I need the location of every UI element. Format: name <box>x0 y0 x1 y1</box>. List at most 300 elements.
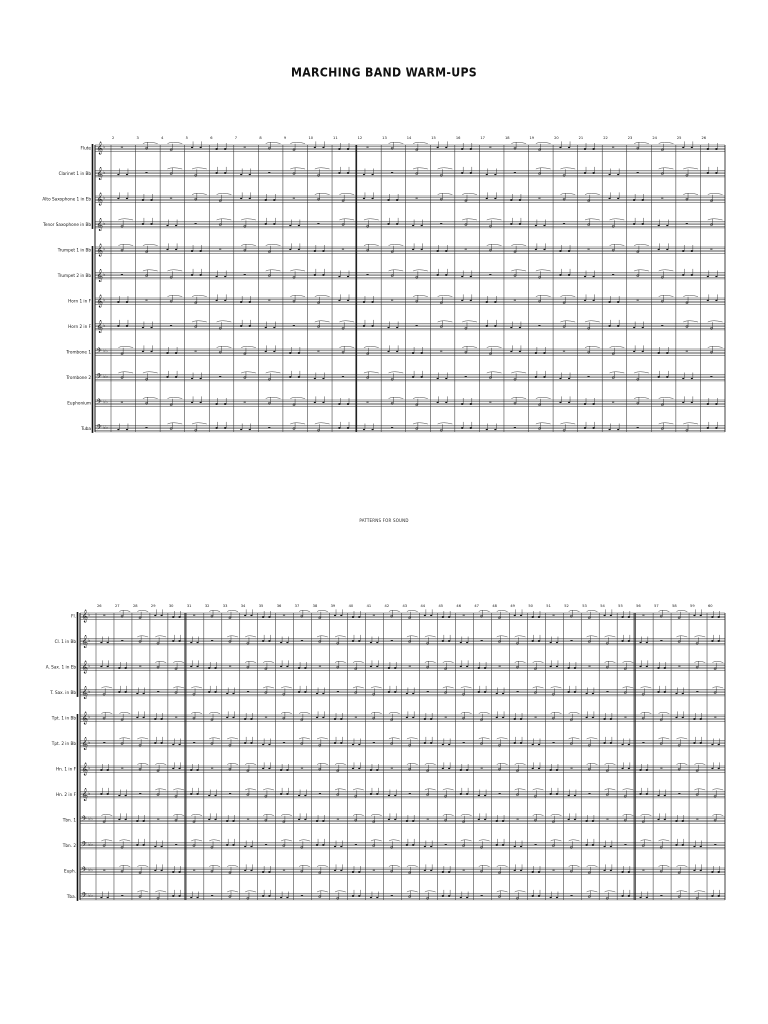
note-head <box>711 744 713 746</box>
rest-icon <box>366 402 368 403</box>
measure-number: 33 <box>222 604 228 608</box>
note-head <box>298 376 300 378</box>
slur <box>209 738 220 739</box>
slur <box>407 636 418 637</box>
note-head <box>711 895 713 897</box>
note-head <box>550 897 552 899</box>
note-head <box>460 666 462 668</box>
note-head <box>322 250 324 252</box>
instrument-label: Tbn. 1 <box>62 817 76 823</box>
note-head <box>639 897 641 899</box>
measure-number: 58 <box>672 604 677 608</box>
note-head <box>470 276 472 278</box>
note-head <box>143 693 145 695</box>
slur <box>497 636 508 637</box>
note-head <box>117 325 119 327</box>
note-head <box>715 403 717 405</box>
measure-number: 18 <box>504 136 510 140</box>
measure-number: 39 <box>330 604 336 608</box>
rest-icon <box>606 691 608 692</box>
note-head <box>430 846 432 848</box>
slur <box>462 193 477 194</box>
note-head <box>268 616 270 618</box>
note-head <box>568 691 570 693</box>
rest-icon <box>660 640 662 641</box>
staff <box>80 610 725 623</box>
note-head <box>107 793 109 795</box>
slur <box>192 321 207 322</box>
slur <box>425 891 436 892</box>
note-head <box>387 223 389 225</box>
note-head <box>642 223 644 225</box>
rest-icon <box>268 300 270 301</box>
rest-icon <box>481 768 483 769</box>
note-head <box>191 274 193 276</box>
slur <box>101 814 112 815</box>
staff <box>80 686 725 699</box>
note-head <box>621 744 623 746</box>
rest-icon <box>637 300 639 301</box>
slur <box>634 372 649 373</box>
note-head <box>370 666 372 668</box>
slur <box>659 270 674 271</box>
note-head <box>376 642 378 644</box>
slur <box>443 687 454 688</box>
note-head <box>262 895 264 897</box>
note-head <box>628 616 630 618</box>
instrument-label: Clarinet 1 in Bb <box>58 171 91 176</box>
note-head <box>470 300 472 302</box>
note-head <box>470 172 472 174</box>
note-head <box>100 793 102 795</box>
note-head <box>520 742 522 744</box>
note-head <box>610 846 612 848</box>
note-head <box>715 148 717 150</box>
note-head <box>486 301 488 303</box>
slur <box>389 610 400 611</box>
note-head <box>520 846 522 848</box>
note-head <box>347 427 349 429</box>
note-head <box>250 870 252 872</box>
note-head <box>249 198 251 200</box>
note-head <box>178 616 180 618</box>
rest-icon <box>391 300 393 301</box>
note-head <box>347 172 349 174</box>
rest-icon <box>121 895 123 896</box>
rest-icon <box>552 615 554 616</box>
note-head <box>608 429 610 431</box>
note-head <box>707 276 709 278</box>
note-head <box>265 223 267 225</box>
note-head <box>617 325 619 327</box>
slur <box>227 636 238 637</box>
rest-icon <box>268 427 270 428</box>
slur <box>217 346 232 347</box>
note-head <box>642 327 644 329</box>
note-head <box>388 667 390 669</box>
measure-number: 45 <box>438 604 444 608</box>
instrument-label: A. Sax. 1 in Eb <box>45 664 76 670</box>
note-head <box>249 174 251 176</box>
measure-number: 43 <box>402 604 408 608</box>
note-head <box>445 378 447 380</box>
note-head <box>322 378 324 380</box>
slur <box>167 168 182 169</box>
note-head <box>664 667 666 669</box>
rest-icon <box>489 402 491 403</box>
instrument-label: Tuba <box>81 426 91 431</box>
note-head <box>314 402 316 404</box>
note-head <box>461 276 463 278</box>
slur <box>676 636 687 637</box>
slur <box>634 244 649 245</box>
note-head <box>125 795 127 797</box>
note-head <box>707 148 709 150</box>
note-head <box>396 351 398 353</box>
note-head <box>226 820 228 822</box>
instrument-label: Trumpet 2 in Bb <box>57 273 91 278</box>
slur <box>461 840 472 841</box>
note-head <box>711 616 713 618</box>
slur <box>479 865 490 866</box>
note-head <box>593 172 595 174</box>
note-head <box>603 870 605 872</box>
note-head <box>136 717 138 719</box>
note-head <box>584 427 586 429</box>
note-head <box>682 844 684 846</box>
note-head <box>617 301 619 303</box>
rest-icon <box>244 402 246 403</box>
note-head <box>100 769 102 771</box>
measure-number: 51 <box>546 604 551 608</box>
measure-number: 46 <box>456 604 462 608</box>
note-head <box>322 844 324 846</box>
rest-icon <box>445 844 447 845</box>
note-head <box>160 742 162 744</box>
note-head <box>388 795 390 797</box>
note-head <box>639 769 641 771</box>
slur <box>659 168 674 169</box>
rest-icon <box>193 870 195 871</box>
treble-clef-icon: 𝄞 <box>96 167 104 181</box>
note-head <box>363 174 365 176</box>
note-head <box>646 897 648 899</box>
slur <box>137 763 148 764</box>
measure-number: 16 <box>455 136 461 140</box>
slur <box>497 891 508 892</box>
slur <box>281 712 292 713</box>
note-head <box>280 642 282 644</box>
rest-icon <box>463 870 465 871</box>
note-head <box>200 250 202 252</box>
measure-number: 15 <box>431 136 436 140</box>
rest-icon <box>293 198 295 199</box>
rest-icon <box>283 870 285 871</box>
slur <box>353 789 364 790</box>
note-head <box>172 640 174 642</box>
note-head <box>502 693 504 695</box>
note-head <box>543 225 545 227</box>
note-head <box>394 691 396 693</box>
key-signature: ♭ <box>103 221 106 228</box>
slur <box>438 321 453 322</box>
note-head <box>494 174 496 176</box>
slur <box>708 321 723 322</box>
note-head <box>484 795 486 797</box>
note-head <box>406 820 408 822</box>
slur <box>155 636 166 637</box>
slur <box>389 865 400 866</box>
slur <box>560 295 575 296</box>
rest-icon <box>416 325 418 326</box>
slur <box>167 270 182 271</box>
note-head <box>118 795 120 797</box>
slur <box>192 193 207 194</box>
treble-clef-icon: 𝄞 <box>96 243 104 257</box>
note-head <box>175 249 177 251</box>
rest-icon <box>319 666 321 667</box>
note-head <box>610 718 612 720</box>
note-head <box>514 615 516 617</box>
note-head <box>166 249 168 251</box>
note-head <box>628 871 630 873</box>
note-head <box>430 742 432 744</box>
note-head <box>240 198 242 200</box>
staff <box>95 295 725 308</box>
note-head <box>125 691 127 693</box>
note-head <box>154 718 156 720</box>
rest-icon <box>661 198 663 199</box>
note-head <box>682 274 684 276</box>
note-head <box>196 642 198 644</box>
measure-number: 9 <box>283 136 287 140</box>
slur <box>167 142 182 143</box>
note-head <box>568 147 570 149</box>
note-head <box>608 301 610 303</box>
instrument-label: T. Sax. in Bb <box>50 690 76 695</box>
note-head <box>387 199 389 201</box>
note-head <box>142 327 144 329</box>
slur <box>413 168 428 169</box>
note-head <box>538 895 540 897</box>
slur <box>587 763 598 764</box>
note-head <box>718 616 720 618</box>
note-head <box>664 819 666 821</box>
note-head <box>358 616 360 618</box>
note-head <box>559 274 561 276</box>
note-head <box>244 718 246 720</box>
note-head <box>621 640 623 642</box>
rest-icon <box>317 351 319 352</box>
rest-icon <box>195 351 197 352</box>
slur <box>407 738 418 739</box>
slur <box>634 270 649 271</box>
slur <box>487 346 502 347</box>
slur <box>241 244 256 245</box>
staff <box>95 142 725 155</box>
note-head <box>682 378 684 380</box>
note-head <box>628 768 630 770</box>
rest-icon <box>624 844 626 845</box>
instrument-label: Trombone 1 <box>66 349 91 355</box>
slur <box>536 397 551 398</box>
note-head <box>633 327 635 329</box>
slur <box>245 789 256 790</box>
slur <box>605 789 616 790</box>
note-head <box>550 769 552 771</box>
instrument-label: Tenor Saxophone in Bb <box>43 222 91 227</box>
slur <box>227 865 238 866</box>
note-head <box>196 666 198 668</box>
slur <box>173 661 184 662</box>
note-head <box>136 693 138 695</box>
slur <box>605 763 616 764</box>
note-head <box>430 870 432 872</box>
slur <box>407 610 418 611</box>
staff <box>95 398 725 407</box>
slur <box>712 789 723 790</box>
note-head <box>682 820 684 822</box>
note-head <box>387 327 389 329</box>
slur <box>339 219 354 220</box>
note-head <box>532 895 534 897</box>
note-head <box>358 768 360 770</box>
slur <box>290 295 305 296</box>
slur <box>569 610 580 611</box>
slur <box>143 397 158 398</box>
note-head <box>280 897 282 899</box>
instrument-label: Alto Saxophone 1 in Eb <box>42 196 91 202</box>
note-head <box>486 198 488 200</box>
note-head <box>424 846 426 848</box>
note-head <box>639 666 641 668</box>
note-head <box>136 844 138 846</box>
note-head <box>388 691 390 693</box>
note-head <box>224 300 226 302</box>
rest-icon <box>637 427 639 428</box>
rest-icon <box>211 895 213 896</box>
slur <box>389 142 404 143</box>
note-head <box>543 249 545 251</box>
rest-icon <box>355 717 357 718</box>
note-head <box>172 744 174 746</box>
note-head <box>289 352 291 354</box>
rest-icon <box>440 351 442 352</box>
note-head <box>178 640 180 642</box>
measure-number: 44 <box>420 604 426 608</box>
note-head <box>396 199 398 201</box>
slur <box>551 814 562 815</box>
note-head <box>154 615 156 617</box>
note-head <box>532 744 534 746</box>
slur <box>137 891 148 892</box>
rest-icon <box>499 666 501 667</box>
slur <box>191 687 202 688</box>
slur <box>479 840 490 841</box>
slur <box>143 270 158 271</box>
note-head <box>484 667 486 669</box>
slur <box>560 168 575 169</box>
note-head <box>314 250 316 252</box>
note-head <box>150 199 152 201</box>
note-head <box>316 693 318 695</box>
note-head <box>646 793 648 795</box>
note-head <box>371 198 373 200</box>
slur <box>533 687 544 688</box>
measure-number: 30 <box>168 604 174 608</box>
note-head <box>617 174 619 176</box>
slur <box>511 244 526 245</box>
note-head <box>603 718 605 720</box>
note-head <box>314 147 316 149</box>
note-head <box>298 691 300 693</box>
measure-number: 6 <box>210 136 213 140</box>
rest-icon <box>409 793 411 794</box>
slur <box>413 295 428 296</box>
treble-clef-icon: 𝄞 <box>96 320 104 334</box>
note-head <box>657 691 659 693</box>
measure-number: 49 <box>510 604 515 608</box>
slur <box>143 372 158 373</box>
note-head <box>574 819 576 821</box>
slur <box>209 610 220 611</box>
note-head <box>535 376 537 378</box>
note-head <box>586 693 588 695</box>
instrument-label: Flute <box>80 145 91 151</box>
slur <box>683 321 698 322</box>
note-head <box>556 666 558 668</box>
note-head <box>538 871 540 873</box>
note-head <box>642 351 644 353</box>
note-head <box>715 427 717 429</box>
instrument-label: Euph. <box>64 868 76 874</box>
note-head <box>666 225 668 227</box>
slur <box>155 763 166 764</box>
note-head <box>352 768 354 770</box>
slur <box>479 712 490 713</box>
rest-icon <box>612 274 614 275</box>
note-head <box>682 250 684 252</box>
note-head <box>273 199 275 201</box>
slur <box>335 661 346 662</box>
rest-icon <box>193 742 195 743</box>
note-head <box>175 352 177 354</box>
note-head <box>437 378 439 380</box>
note-head <box>286 666 288 668</box>
rest-icon <box>463 615 465 616</box>
note-head <box>448 616 450 618</box>
slur <box>511 397 526 398</box>
note-head <box>376 666 378 668</box>
slur <box>245 661 256 662</box>
slur <box>676 865 687 866</box>
slur <box>443 789 454 790</box>
note-head <box>216 276 218 278</box>
note-head <box>334 870 336 872</box>
note-head <box>514 846 516 848</box>
note-head <box>675 693 677 695</box>
note-head <box>484 691 486 693</box>
note-head <box>568 274 570 276</box>
note-head <box>535 249 537 251</box>
note-head <box>424 742 426 744</box>
note-head <box>574 667 576 669</box>
note-head <box>371 325 373 327</box>
slur <box>290 423 305 424</box>
note-head <box>322 274 324 276</box>
measure-number: 37 <box>294 604 300 608</box>
rest-icon <box>247 819 249 820</box>
